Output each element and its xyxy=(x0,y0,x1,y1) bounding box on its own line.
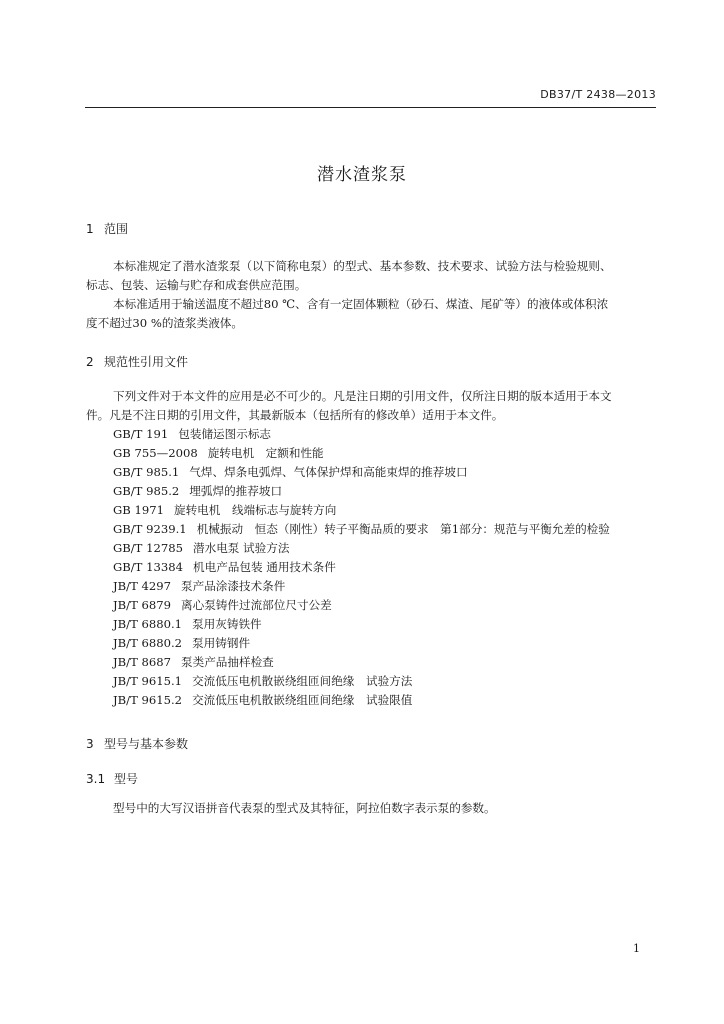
reference-item xyxy=(113,425,610,444)
section-2-number: 2 xyxy=(86,355,94,369)
section-2-title: 规范性引用文件 xyxy=(104,355,189,369)
reference-name: 机械振动 恒态（刚性）转子平衡品质的要求 第1部分：规范与平衡允差的检验 xyxy=(196,522,610,536)
section-3-title: 型号与基本参数 xyxy=(104,737,189,751)
reference-code: JB/T 9615.1 xyxy=(113,674,183,688)
reference-code: JB/T 6879 xyxy=(113,598,171,612)
reference-item xyxy=(113,577,610,596)
reference-code: JB/T 8687 xyxy=(113,655,171,669)
reference-name: 泵用铸钢件 xyxy=(192,636,251,650)
section-1-number: 1 xyxy=(86,222,94,236)
paragraph-line: 本标准适用于输送温度不超过80 ℃、含有一定固体颗粒（砂石、煤渣、尾矿等）的液体或体积浓 xyxy=(113,297,609,311)
reference-item xyxy=(113,501,610,520)
reference-code: JB/T 4297 xyxy=(113,579,171,593)
document-code: DB37/T 2438—2013 xyxy=(540,88,656,101)
reference-item xyxy=(113,653,610,672)
reference-name: 离心泵铸件过流部位尺寸公差 xyxy=(181,598,332,612)
reference-name: 交流低压电机散嵌绕组匝间绝缘 试验方法 xyxy=(192,674,413,688)
reference-name: 泵产品涂漆技术条件 xyxy=(181,579,286,593)
section-3-1-title: 型号 xyxy=(114,772,139,786)
reference-item xyxy=(113,615,610,634)
reference-code: GB 755—2008 xyxy=(113,446,198,460)
reference-code: GB/T 985.2 xyxy=(113,484,180,498)
normative-references-list xyxy=(113,425,610,710)
reference-code: GB/T 12785 xyxy=(113,541,183,555)
reference-name: 潜水电泵 试验方法 xyxy=(193,541,290,555)
reference-code: GB/T 13384 xyxy=(113,560,183,574)
reference-item xyxy=(113,691,610,710)
reference-name: 包装储运图示标志 xyxy=(178,427,272,441)
paragraph-line: 标志、包装、运输与贮存和成套供应范围。 xyxy=(86,278,307,292)
page-number: 1 xyxy=(633,942,640,955)
reference-name: 泵类产品抽样检查 xyxy=(181,655,274,669)
reference-item xyxy=(113,482,610,501)
section-1-heading xyxy=(86,220,128,237)
paragraph-line: 度不超过30 %的渣浆类液体。 xyxy=(86,316,243,330)
reference-code: JB/T 9615.2 xyxy=(113,693,183,707)
reference-item xyxy=(113,444,610,463)
section-1-paragraph-2 xyxy=(86,295,658,333)
reference-name: 交流低压电机散嵌绕组匝间绝缘 试验限值 xyxy=(192,693,413,707)
section-1-paragraph-1 xyxy=(86,257,658,295)
reference-code: GB/T 191 xyxy=(113,427,169,441)
reference-name: 旋转电机 线端标志与旋转方向 xyxy=(173,503,337,517)
reference-item xyxy=(113,520,610,539)
page-title: 潜水渣浆泵 xyxy=(317,165,407,185)
paragraph-line: 本标准规定了潜水渣浆泵（以下简称电泵）的型式、基本参数、技术要求、试验方法与检验规则、 xyxy=(113,259,612,273)
header-rule xyxy=(85,107,656,108)
paragraph-line: 型号中的大写汉语拼音代表泵的型式及其特征，阿拉伯数字表示泵的参数。 xyxy=(113,801,496,815)
reference-name: 埋弧焊的推荐坡口 xyxy=(189,484,283,498)
reference-name: 旋转电机 定额和性能 xyxy=(207,446,324,460)
reference-name: 气焊、焊条电弧焊、气体保护焊和高能束焊的推荐坡口 xyxy=(189,465,468,479)
reference-item xyxy=(113,463,610,482)
reference-code: JB/T 6880.2 xyxy=(113,636,183,650)
reference-name: 机电产品包装 通用技术条件 xyxy=(193,560,336,574)
reference-item xyxy=(113,634,610,653)
paragraph-line: 件。凡是不注日期的引用文件，其最新版本（包括所有的修改单）适用于本文件。 xyxy=(86,408,504,422)
section-3-1-paragraph xyxy=(86,799,658,818)
section-1-title: 范围 xyxy=(104,222,129,236)
reference-item xyxy=(113,539,610,558)
reference-item xyxy=(113,558,610,577)
reference-code: JB/T 6880.1 xyxy=(113,617,183,631)
reference-item xyxy=(113,672,610,691)
reference-name: 泵用灰铸铁件 xyxy=(192,617,262,631)
reference-item xyxy=(113,596,610,615)
paragraph-line: 下列文件对于本文件的应用是必不可少的。凡是注日期的引用文件，仅所注日期的版本适用于本文 xyxy=(113,389,612,403)
reference-code: GB/T 985.1 xyxy=(113,465,180,479)
section-3-heading xyxy=(86,735,188,752)
reference-code: GB/T 9239.1 xyxy=(113,522,187,536)
reference-code: GB 1971 xyxy=(113,503,164,517)
section-3-1-heading xyxy=(86,770,138,787)
section-3-1-number: 3.1 xyxy=(86,772,106,786)
section-2-paragraph-1 xyxy=(86,387,658,425)
section-3-number: 3 xyxy=(86,737,94,751)
section-2-heading xyxy=(86,353,188,370)
